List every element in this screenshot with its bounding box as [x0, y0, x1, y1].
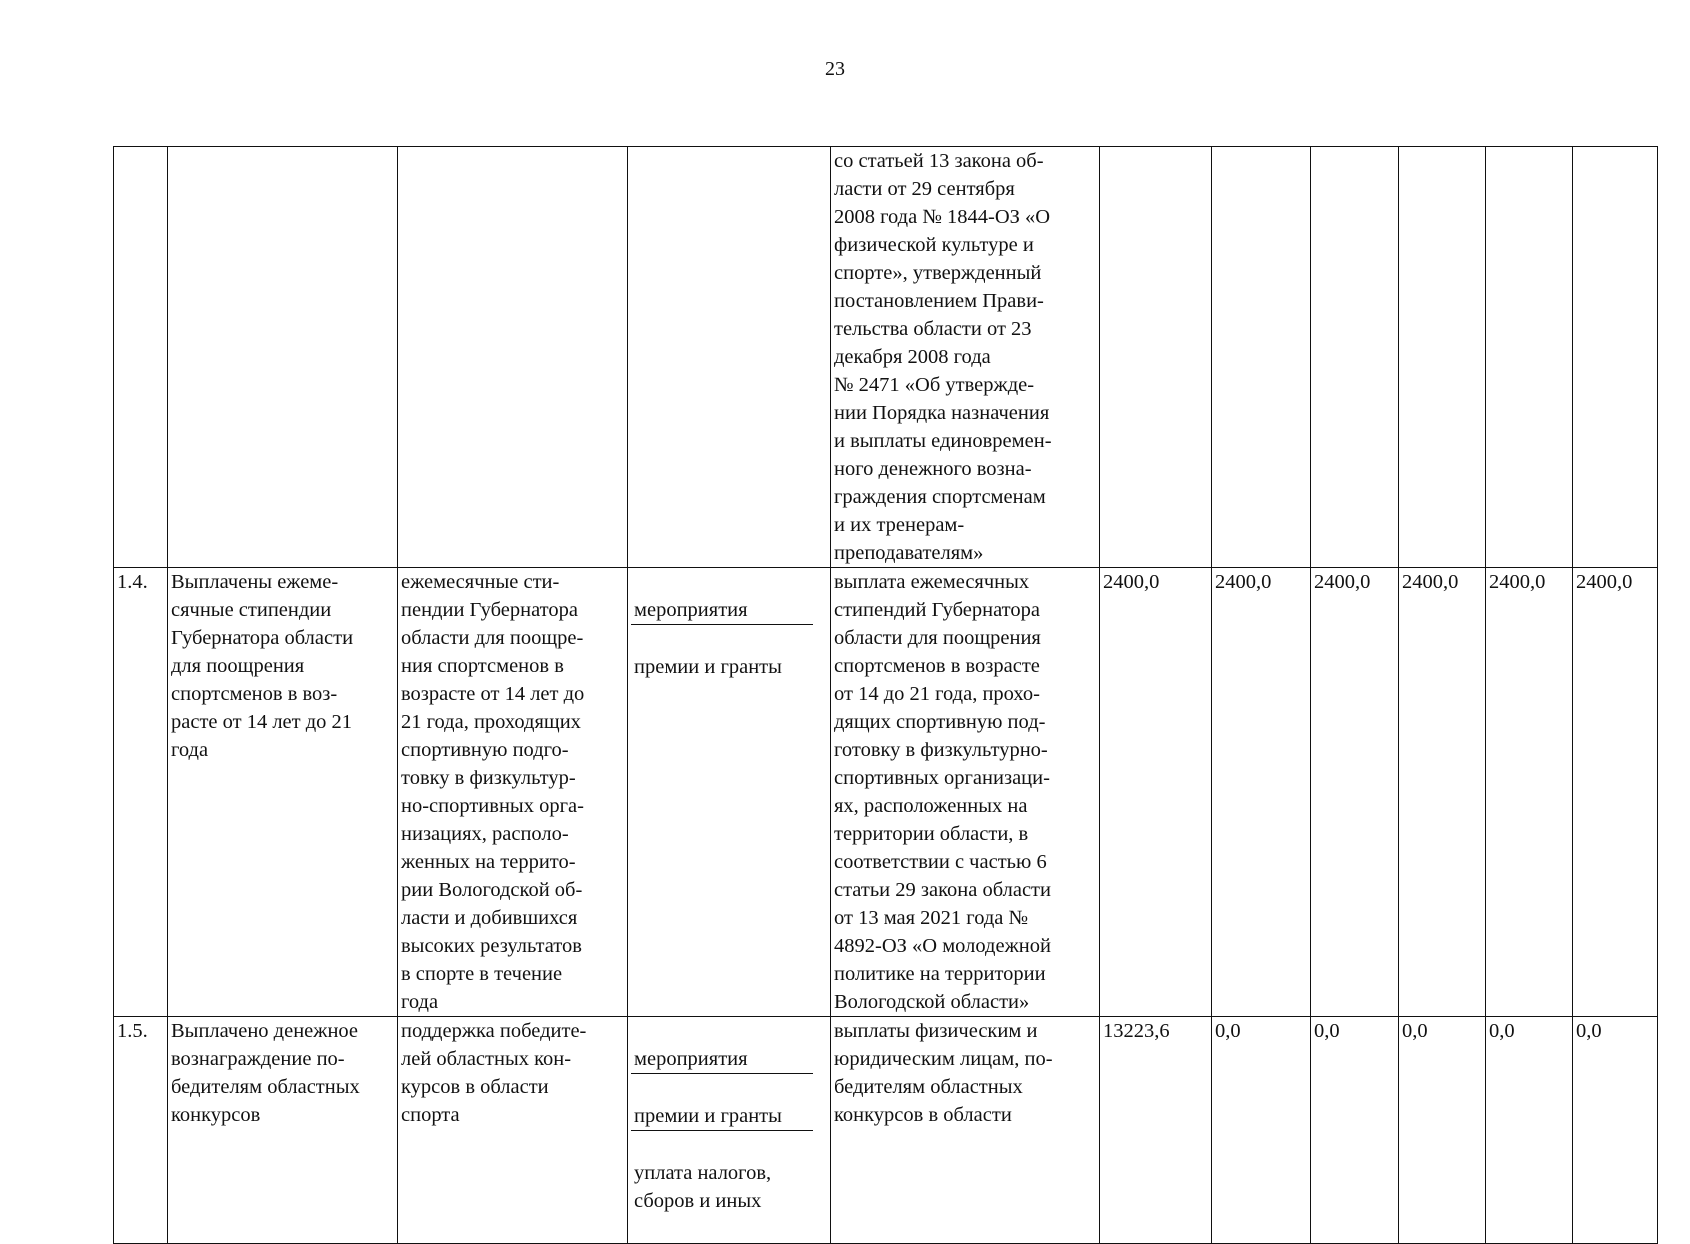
value-cell [1486, 147, 1573, 568]
table-row [114, 147, 1658, 568]
page-number: 23 [825, 58, 845, 80]
items-cell [628, 1017, 831, 1244]
value-cell: 0,0 [1399, 1017, 1486, 1244]
value-cell: 13223,6 [1100, 1017, 1212, 1244]
value-cell: 2400,0 [1399, 568, 1486, 1017]
items-cell [628, 568, 831, 1017]
value-cell: 0,0 [1212, 1017, 1311, 1244]
description-cell: выплаты физическим и юридическим лицам, по- бедителям областных конкурсов в области [831, 1017, 1100, 1244]
event-cell: поддержка победите- лей областных кон- курсов в области спорта [398, 1017, 628, 1244]
item-plain: премии и гранты [634, 656, 782, 678]
table-row [114, 1017, 1658, 1244]
budget-table [113, 146, 1658, 1244]
value-cell: 2400,0 [1573, 568, 1658, 1017]
value-cell [1573, 147, 1658, 568]
description-cell: выплата ежемесячных стипендий Губернатора области для поощрения спортсменов в возрасте от 14 до 21 года, прохо- дящих спортивную под- готовку в физкультурно- спортивных организаци- ях, расположенных на территории области, в соответствии с частью 6 статьи 29 закона области от 13 мая 2021 года № 4892-ОЗ «О молодежной политике на территории Вологодской области» [831, 568, 1100, 1017]
items-cell [628, 147, 831, 568]
row-number-cell: 1.4. [114, 568, 168, 1017]
value-cell: 0,0 [1573, 1017, 1658, 1244]
result-cell: Выплачено денежное вознаграждение по- бедителям областных конкурсов [168, 1017, 398, 1244]
value-cell [1311, 147, 1399, 568]
event-cell [398, 147, 628, 568]
item-line: мероприятия [631, 1045, 813, 1074]
event-cell: ежемесячные сти- пендии Губернатора области для поощре- ния спортсменов в возрасте от 14 лет до 21 года, проходящих спортивную подго- товку в физкультур- но-спортивных орга- низациях, располо- женных на террито- рии Вологодской об- ласти и добившихся высоких результатов в спорте в течение года [398, 568, 628, 1017]
value-cell [1100, 147, 1212, 568]
item-line: мероприятия [631, 596, 813, 625]
value-cell: 0,0 [1486, 1017, 1573, 1244]
value-cell: 0,0 [1311, 1017, 1399, 1244]
value-cell [1212, 147, 1311, 568]
value-cell [1399, 147, 1486, 568]
row-number-cell [114, 147, 168, 568]
value-cell: 2400,0 [1486, 568, 1573, 1017]
result-cell: Выплачены ежеме- сячные стипендии Губернатора области для поощрения спортсменов в воз- расте от 14 лет до 21 года [168, 568, 398, 1017]
value-cell: 2400,0 [1212, 568, 1311, 1017]
table-row [114, 568, 1658, 1017]
description-cell: со статьей 13 закона об- ласти от 29 сентября 2008 года № 1844-ОЗ «О физической культуре и спорте», утвержденный постановлением Прави- тельства области от 23 декабря 2008 года № 2471 «Об утвержде- нии Порядка назначения и выплаты единовремен- ного денежного возна- граждения спортсменам и их тренерам- преподавателям» [831, 147, 1100, 568]
value-cell: 2400,0 [1100, 568, 1212, 1017]
value-cell: 2400,0 [1311, 568, 1399, 1017]
row-number-cell: 1.5. [114, 1017, 168, 1244]
result-cell [168, 147, 398, 568]
item-plain: уплата налогов, сборов и иных [634, 1162, 772, 1212]
item-line: премии и гранты [631, 1102, 813, 1131]
